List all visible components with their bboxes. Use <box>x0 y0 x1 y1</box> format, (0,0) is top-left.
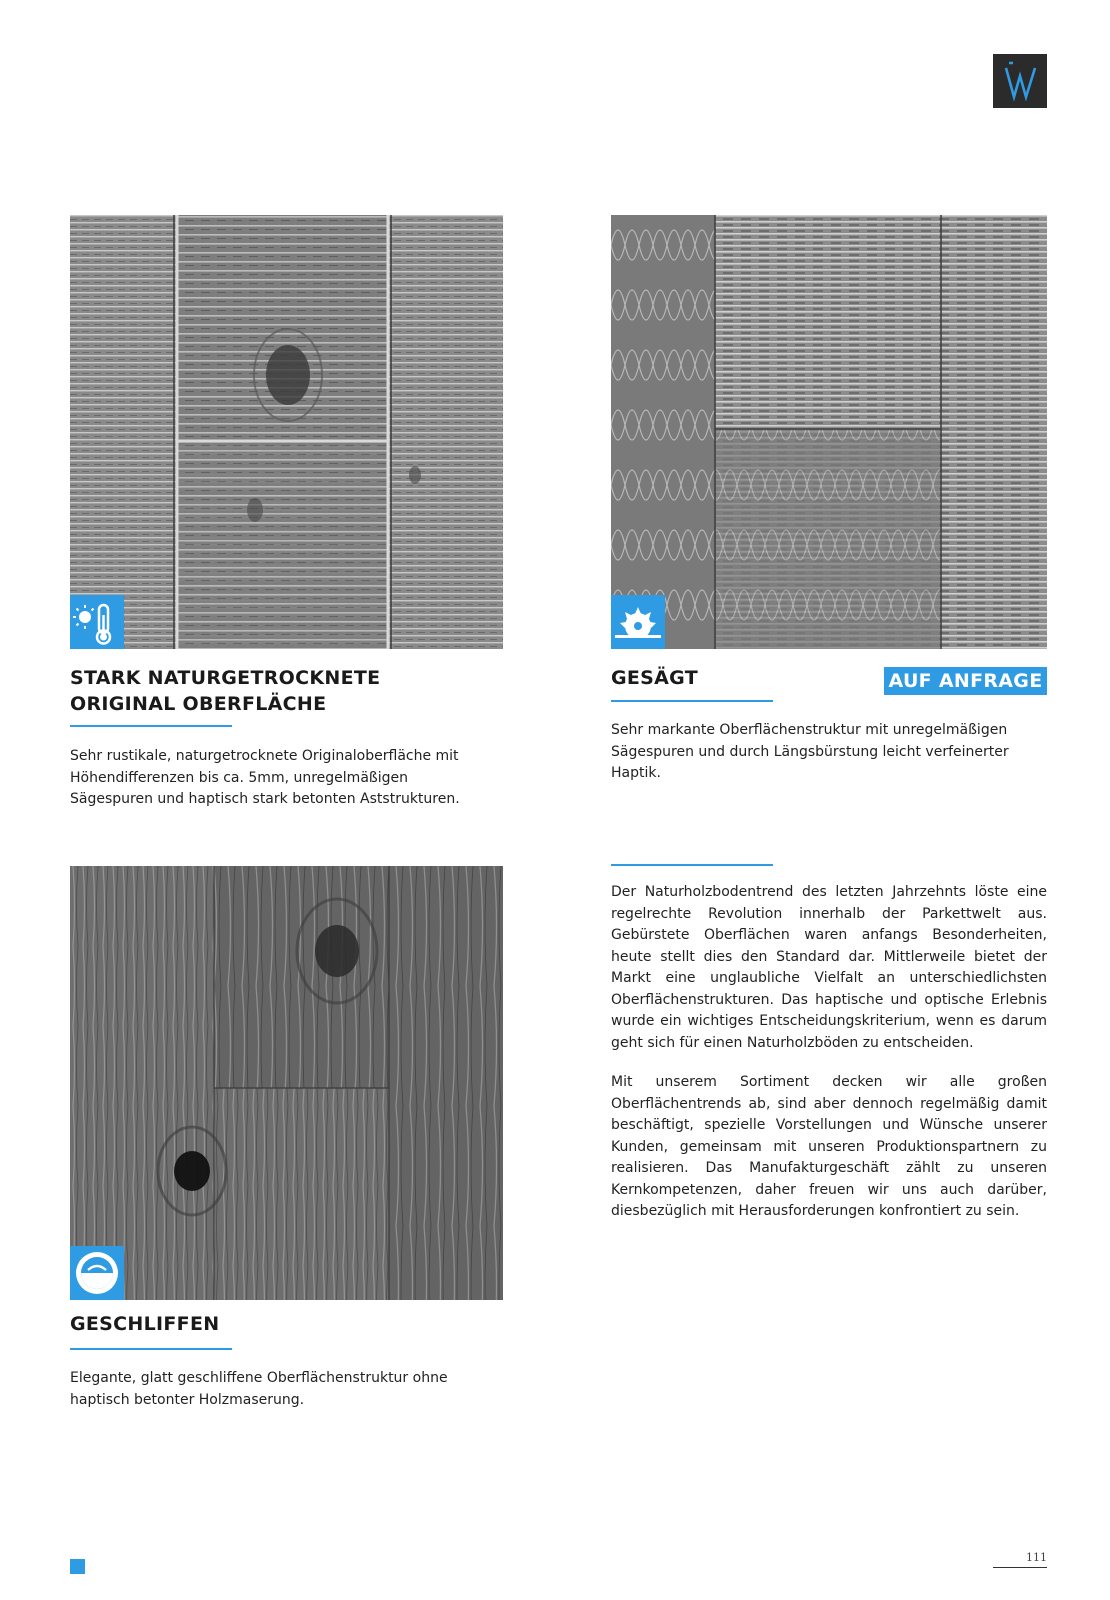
section-text-gesaegt <box>611 720 1047 785</box>
text-line: Höhendifferenzen bis ca. 5mm, unregelmäßigen <box>70 769 408 786</box>
text-line: haptisch betonter Holzmaserung. <box>70 1391 305 1408</box>
thermometer-sun-icon <box>70 595 124 649</box>
intro-paragraph-2: Mit unserem Sortiment decken wir alle großen Oberflächentrends ab, sind aber dennoch regelmäßig damit beschäftigt, spezielle Vorstellungen und Wünsche unserer Kunden, gemeinsam mit unseren Produktionspartnern zu realisieren. Das Manufakturgeschäft zählt zu unseren Kernkompetenzen, daher freuen wir uns auch darüber, diesbezüglich mit Herausforderungen konfrontiert zu sein. <box>611 1074 1047 1219</box>
section-text-naturgetrocknet <box>70 746 500 811</box>
surface-image-geschliffen <box>70 866 503 1300</box>
text-line: Sehr rustikale, naturgetrocknete Originaloberfläche mit <box>70 748 459 764</box>
sanding-icon-box <box>70 1246 124 1300</box>
title-line-2: ORIGINAL OBERFLÄCHE <box>70 693 327 715</box>
on-request-badge: AUF ANFRAGE <box>884 667 1047 695</box>
drying-icon-box <box>70 595 124 649</box>
footer-marker <box>70 1559 85 1574</box>
intro-rule <box>611 864 773 866</box>
text-line: Sägespuren und durch Längsbürstung leicht verfeinerter <box>611 743 1009 760</box>
section-rule <box>70 1348 232 1350</box>
title-line-1: STARK NATURGETROCKNETE <box>70 667 381 689</box>
saw-blade-icon <box>611 595 665 649</box>
text-line: Haptik. <box>611 765 661 781</box>
text-line: Sehr markante Oberflächenstruktur mit unregelmäßigen <box>611 722 1008 738</box>
surface-image-gesaegt <box>611 215 1047 649</box>
intro-paragraph-1: Der Naturholzbodentrend des letzten Jahrzehnts löste eine regelrechte Revolution innerhalb der Parkettwelt aus. Gebürstete Oberflächen waren anfangs Besonderheiten, heute stellt dies den Standard dar. Mittlerweile bietet der Markt eine unglaubliche Vielfalt an unterschiedlichsten Oberflächenstrukturen. Das haptische und optische Erlebnis wurde ein wichtiges Entscheidungskriterium, wenn es darum geht sich für einen Naturholzböden zu entscheiden. <box>611 884 1047 1051</box>
sanding-disc-icon <box>70 1246 124 1300</box>
section-text-geschliffen <box>70 1368 500 1411</box>
brand-logo <box>993 54 1047 108</box>
page-number: 111 <box>1026 1551 1047 1564</box>
w-logo-icon <box>993 54 1047 108</box>
section-title-gesaegt: GESÄGT <box>611 667 698 689</box>
text-line: Sägespuren und haptisch stark betonten Aststrukturen. <box>70 791 460 807</box>
section-title-naturgetrocknet <box>70 665 490 717</box>
section-title-geschliffen: GESCHLIFFEN <box>70 1313 220 1335</box>
section-rule <box>611 700 773 702</box>
text-line: Elegante, glatt geschliffene Oberflächenstruktur ohne <box>70 1370 448 1386</box>
saw-icon-box <box>611 595 665 649</box>
section-rule <box>70 725 232 727</box>
page-number-rule <box>993 1567 1047 1568</box>
surface-image-naturgetrocknet <box>70 215 503 649</box>
